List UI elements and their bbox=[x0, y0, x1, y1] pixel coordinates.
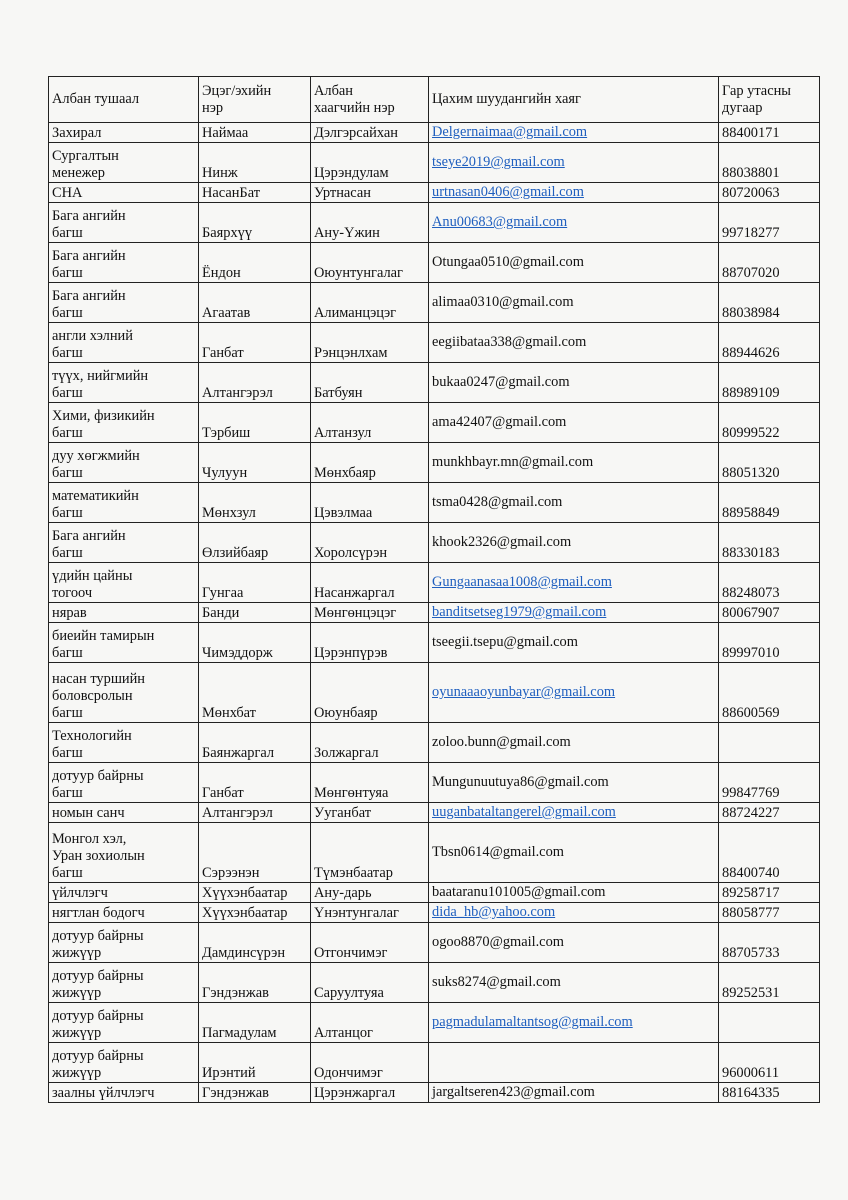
cell-phone: 88600569 bbox=[719, 663, 820, 723]
email-link[interactable]: Anu00683@gmail.com bbox=[432, 214, 568, 230]
cell-email bbox=[429, 1043, 719, 1083]
cell-email bbox=[429, 903, 719, 923]
cell-phone bbox=[719, 1003, 820, 1043]
cell-parent-name: Банди bbox=[199, 603, 311, 623]
cell-phone: 99847769 bbox=[719, 763, 820, 803]
cell-position: математикийн багш bbox=[49, 483, 199, 523]
cell-position: үйлчлэгч bbox=[49, 883, 199, 903]
cell-employee-name: Батбуян bbox=[311, 363, 429, 403]
table-row bbox=[49, 603, 820, 623]
cell-employee-name: Алтанзул bbox=[311, 403, 429, 443]
cell-parent-name: Хүүхэнбаатар bbox=[199, 883, 311, 903]
cell-position: дотуур байрны багш bbox=[49, 763, 199, 803]
table-row bbox=[49, 123, 820, 143]
cell-parent-name: Гэндэнжав bbox=[199, 1083, 311, 1103]
cell-parent-name: Мөнхзул bbox=[199, 483, 311, 523]
table-row bbox=[49, 243, 820, 283]
cell-email: tseegii.tsepu@gmail.com bbox=[429, 623, 719, 663]
cell-position: заалны үйлчлэгч bbox=[49, 1083, 199, 1103]
email-link[interactable]: uuganbataltangerel@gmail.com bbox=[432, 804, 616, 820]
cell-phone: 89997010 bbox=[719, 623, 820, 663]
table-row bbox=[49, 883, 820, 903]
cell-email bbox=[429, 603, 719, 623]
cell-position: дотуур байрны жижүүр bbox=[49, 963, 199, 1003]
table-row bbox=[49, 143, 820, 183]
table-header-row bbox=[49, 77, 820, 123]
email-link[interactable]: urtnasan0406@gmail.com bbox=[432, 184, 584, 200]
cell-email bbox=[429, 663, 719, 723]
cell-position: Монгол хэл, Уран зохиолын багш bbox=[49, 823, 199, 883]
cell-email: ogoo8870@gmail.com bbox=[429, 923, 719, 963]
cell-email bbox=[429, 203, 719, 243]
cell-email: suks8274@gmail.com bbox=[429, 963, 719, 1003]
cell-parent-name: Нинж bbox=[199, 143, 311, 183]
staff-contact-table bbox=[48, 76, 820, 1103]
table-row bbox=[49, 803, 820, 823]
table-row bbox=[49, 403, 820, 443]
cell-parent-name: Гунгаа bbox=[199, 563, 311, 603]
cell-email: ama42407@gmail.com bbox=[429, 403, 719, 443]
cell-employee-name: Алтанцог bbox=[311, 1003, 429, 1043]
cell-employee-name: Хоролсүрэн bbox=[311, 523, 429, 563]
cell-parent-name: Тэрбиш bbox=[199, 403, 311, 443]
cell-employee-name: Дэлгэрсайхан bbox=[311, 123, 429, 143]
header-parent-name: Эцэг/эхийн нэр bbox=[199, 77, 311, 123]
table-row bbox=[49, 363, 820, 403]
cell-parent-name: Баярхүү bbox=[199, 203, 311, 243]
table-row bbox=[49, 443, 820, 483]
cell-phone: 80999522 bbox=[719, 403, 820, 443]
cell-employee-name: Ану-Үжин bbox=[311, 203, 429, 243]
cell-employee-name: Алиманцэцэг bbox=[311, 283, 429, 323]
cell-employee-name: Оюунтунгалаг bbox=[311, 243, 429, 283]
cell-parent-name: Гэндэнжав bbox=[199, 963, 311, 1003]
cell-position: Сургалтын менежер bbox=[49, 143, 199, 183]
cell-email: tsma0428@gmail.com bbox=[429, 483, 719, 523]
cell-employee-name: Ууганбат bbox=[311, 803, 429, 823]
cell-employee-name: Саруултуяа bbox=[311, 963, 429, 1003]
email-link[interactable]: dida_hb@yahoo.com bbox=[432, 904, 556, 920]
cell-parent-name: Сэрээнэн bbox=[199, 823, 311, 883]
cell-parent-name: НасанБат bbox=[199, 183, 311, 203]
cell-phone: 96000611 bbox=[719, 1043, 820, 1083]
cell-email bbox=[429, 143, 719, 183]
email-link[interactable]: banditsetseg1979@gmail.com bbox=[432, 604, 607, 620]
table-row bbox=[49, 1003, 820, 1043]
cell-email bbox=[429, 183, 719, 203]
cell-email bbox=[429, 563, 719, 603]
cell-phone: 88724227 bbox=[719, 803, 820, 823]
table-body bbox=[49, 123, 820, 1103]
cell-email: jargaltseren423@gmail.com bbox=[429, 1083, 719, 1103]
cell-employee-name: Оюунбаяр bbox=[311, 663, 429, 723]
cell-email: zoloo.bunn@gmail.com bbox=[429, 723, 719, 763]
email-link[interactable]: tseye2019@gmail.com bbox=[432, 154, 565, 170]
cell-parent-name: Агаатав bbox=[199, 283, 311, 323]
table-row bbox=[49, 283, 820, 323]
cell-position: дуу хөгжмийн багш bbox=[49, 443, 199, 483]
cell-phone: 88058777 bbox=[719, 903, 820, 923]
cell-parent-name: Баянжаргал bbox=[199, 723, 311, 763]
email-link[interactable]: Gungaanasaa1008@gmail.com bbox=[432, 574, 612, 590]
table-row bbox=[49, 323, 820, 363]
email-link[interactable]: Delgernaimaa@gmail.com bbox=[432, 124, 588, 140]
cell-email bbox=[429, 123, 719, 143]
cell-phone: 88330183 bbox=[719, 523, 820, 563]
cell-parent-name: Ирэнтий bbox=[199, 1043, 311, 1083]
table-row bbox=[49, 903, 820, 923]
cell-employee-name: Отгончимэг bbox=[311, 923, 429, 963]
cell-employee-name: Цэрэнжаргал bbox=[311, 1083, 429, 1103]
cell-phone: 88038984 bbox=[719, 283, 820, 323]
cell-position: Бага ангийн багш bbox=[49, 203, 199, 243]
cell-position: нярав bbox=[49, 603, 199, 623]
cell-employee-name: Мөнгөнцэцэг bbox=[311, 603, 429, 623]
cell-employee-name: Цэрэндулам bbox=[311, 143, 429, 183]
cell-parent-name: Хүүхэнбаатар bbox=[199, 903, 311, 923]
cell-parent-name: Дамдинсүрэн bbox=[199, 923, 311, 963]
cell-parent-name: Алтангэрэл bbox=[199, 803, 311, 823]
cell-employee-name: Рэнцэнлхам bbox=[311, 323, 429, 363]
cell-email: Tbsn0614@gmail.com bbox=[429, 823, 719, 883]
cell-email bbox=[429, 803, 719, 823]
cell-parent-name: Мөнхбат bbox=[199, 663, 311, 723]
cell-phone: 88248073 bbox=[719, 563, 820, 603]
cell-position: нягтлан бодогч bbox=[49, 903, 199, 923]
cell-phone: 88989109 bbox=[719, 363, 820, 403]
cell-position: дотуур байрны жижүүр bbox=[49, 1043, 199, 1083]
cell-phone: 88707020 bbox=[719, 243, 820, 283]
cell-position: Захирал bbox=[49, 123, 199, 143]
cell-position: дотуур байрны жижүүр bbox=[49, 923, 199, 963]
cell-position: насан туршийн боловсролын багш bbox=[49, 663, 199, 723]
cell-parent-name: Ёндон bbox=[199, 243, 311, 283]
cell-phone: 80067907 bbox=[719, 603, 820, 623]
cell-employee-name: Үнэнтунгалаг bbox=[311, 903, 429, 923]
cell-phone: 99718277 bbox=[719, 203, 820, 243]
email-link[interactable]: pagmadulamaltantsog@gmail.com bbox=[432, 1014, 633, 1030]
cell-phone: 89258717 bbox=[719, 883, 820, 903]
table-row bbox=[49, 823, 820, 883]
cell-parent-name: Наймаа bbox=[199, 123, 311, 143]
header-email: Цахим шуудангийн хаяг bbox=[429, 77, 719, 123]
cell-phone bbox=[719, 723, 820, 763]
header-phone: Гар утасны дугаар bbox=[719, 77, 820, 123]
cell-parent-name: Ганбат bbox=[199, 763, 311, 803]
cell-position: биеийн тамирын багш bbox=[49, 623, 199, 663]
cell-position: англи хэлний багш bbox=[49, 323, 199, 363]
cell-employee-name: Мөнгөнтуяа bbox=[311, 763, 429, 803]
cell-phone: 80720063 bbox=[719, 183, 820, 203]
cell-email: munkhbayr.mn@gmail.com bbox=[429, 443, 719, 483]
cell-parent-name: Өлзийбаяр bbox=[199, 523, 311, 563]
cell-parent-name: Пагмадулам bbox=[199, 1003, 311, 1043]
cell-position: Технологийн багш bbox=[49, 723, 199, 763]
cell-position: дотуур байрны жижүүр bbox=[49, 1003, 199, 1043]
table-row bbox=[49, 923, 820, 963]
cell-email bbox=[429, 1003, 719, 1043]
table-row bbox=[49, 723, 820, 763]
cell-employee-name: Түмэнбаатар bbox=[311, 823, 429, 883]
table-row bbox=[49, 963, 820, 1003]
cell-phone: 88400171 bbox=[719, 123, 820, 143]
cell-position: Бага ангийн багш bbox=[49, 243, 199, 283]
email-link[interactable]: oyunaaaoyunbayar@gmail.com bbox=[432, 684, 616, 700]
cell-parent-name: Чимэддорж bbox=[199, 623, 311, 663]
cell-position: Бага ангийн багш bbox=[49, 283, 199, 323]
cell-email: alimaa0310@gmail.com bbox=[429, 283, 719, 323]
cell-position: СНА bbox=[49, 183, 199, 203]
cell-position: Бага ангийн багш bbox=[49, 523, 199, 563]
table-row bbox=[49, 183, 820, 203]
cell-position: номын санч bbox=[49, 803, 199, 823]
header-employee-name: Албан хаагчийн нэр bbox=[311, 77, 429, 123]
table-row bbox=[49, 663, 820, 723]
table-row bbox=[49, 483, 820, 523]
cell-parent-name: Алтангэрэл bbox=[199, 363, 311, 403]
table-row bbox=[49, 1043, 820, 1083]
cell-email: khook2326@gmail.com bbox=[429, 523, 719, 563]
table-row bbox=[49, 563, 820, 603]
cell-phone: 88038801 bbox=[719, 143, 820, 183]
cell-parent-name: Ганбат bbox=[199, 323, 311, 363]
cell-position: түүх, нийгмийн багш bbox=[49, 363, 199, 403]
cell-phone: 88400740 bbox=[719, 823, 820, 883]
cell-employee-name: Насанжаргал bbox=[311, 563, 429, 603]
cell-employee-name: Цэрэнпүрэв bbox=[311, 623, 429, 663]
table-row bbox=[49, 763, 820, 803]
cell-phone: 88164335 bbox=[719, 1083, 820, 1103]
cell-phone: 89252531 bbox=[719, 963, 820, 1003]
cell-employee-name: Золжаргал bbox=[311, 723, 429, 763]
cell-position: үдийн цайны тогооч bbox=[49, 563, 199, 603]
cell-email: baataranu101005@gmail.com bbox=[429, 883, 719, 903]
table-row bbox=[49, 1083, 820, 1103]
cell-phone: 88944626 bbox=[719, 323, 820, 363]
cell-employee-name: Одончимэг bbox=[311, 1043, 429, 1083]
cell-parent-name: Чулуун bbox=[199, 443, 311, 483]
cell-email: bukaa0247@gmail.com bbox=[429, 363, 719, 403]
header-position: Албан тушаал bbox=[49, 77, 199, 123]
cell-phone: 88705733 bbox=[719, 923, 820, 963]
cell-email: eegiibataa338@gmail.com bbox=[429, 323, 719, 363]
table-row bbox=[49, 523, 820, 563]
table-row bbox=[49, 203, 820, 243]
cell-email: Otungaa0510@gmail.com bbox=[429, 243, 719, 283]
cell-phone: 88051320 bbox=[719, 443, 820, 483]
cell-employee-name: Цэвэлмаа bbox=[311, 483, 429, 523]
cell-position: Хими, физикийн багш bbox=[49, 403, 199, 443]
cell-phone: 88958849 bbox=[719, 483, 820, 523]
cell-employee-name: Мөнхбаяр bbox=[311, 443, 429, 483]
cell-employee-name: Ану-дарь bbox=[311, 883, 429, 903]
cell-employee-name: Уртнасан bbox=[311, 183, 429, 203]
cell-email: Mungunuutuya86@gmail.com bbox=[429, 763, 719, 803]
table-row bbox=[49, 623, 820, 663]
